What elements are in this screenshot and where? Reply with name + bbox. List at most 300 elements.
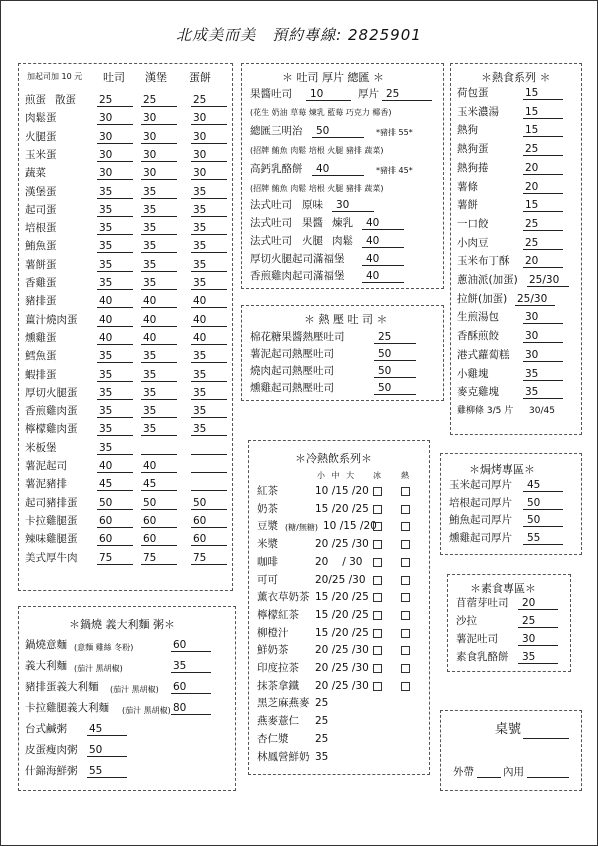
hot-item-price: 20 [525, 161, 539, 174]
veg-header: ＊素食專區＊ [470, 582, 536, 595]
menu-item-name: 香煎雞肉蛋 [25, 405, 78, 418]
price-line [382, 100, 432, 101]
price-line [141, 198, 177, 199]
menu-item-price: 30 [193, 148, 207, 161]
menu-item-price: 35 [193, 386, 207, 399]
hot-item-price: 25/30 [529, 274, 560, 286]
hot-checkbox[interactable] [401, 646, 410, 655]
hot-item-price: 30 [525, 311, 539, 324]
pressed-header: ＊ 熱 壓 吐 司 ＊ [304, 313, 388, 326]
veg-item-name: 沙拉 [456, 615, 477, 627]
pot-item-note-wrap [73, 662, 123, 675]
menu-item-price: 60 [143, 514, 157, 527]
hot-checkbox[interactable] [401, 629, 410, 638]
hot-item-name: 玉米布丁酥 [457, 255, 510, 268]
menu-item-price: 40 [99, 295, 113, 308]
veg-item-price: 25 [522, 615, 536, 627]
price-line [191, 509, 227, 510]
baked-item-name: 燻雞起司厚片 [449, 532, 512, 545]
price-line [374, 360, 416, 361]
menu-item-price: 60 [193, 533, 207, 546]
price-line [97, 472, 133, 473]
cold-checkbox[interactable] [373, 593, 382, 602]
menu-item-name: 漢堡蛋 [25, 185, 57, 198]
drink-item-price: 20 /25 /30 [315, 662, 369, 674]
hot-item-price: 20 [525, 255, 539, 268]
hot-item-price: 15 [525, 199, 539, 212]
hot-item-name: 熱狗 [457, 124, 478, 137]
menu-item-name: 煎蛋 [25, 94, 46, 106]
baked-item-price: 55 [527, 532, 541, 545]
menu-item-price: 35 [143, 185, 157, 198]
hot-checkbox[interactable] [401, 540, 410, 549]
menu-item-price: 35 [99, 277, 113, 289]
drink-item-price: 35 [315, 750, 329, 763]
cold-checkbox[interactable] [373, 611, 382, 620]
menu-item-price: 35 [143, 277, 157, 289]
price-line [141, 344, 177, 345]
pressed-item-name: 棉花糖果醬熱壓吐司 [250, 331, 345, 343]
price-line [97, 435, 133, 436]
drink-item-name: 林鳳營鮮奶 [257, 750, 310, 763]
pot-item-note-wrap [73, 641, 133, 654]
price-line [97, 326, 133, 327]
hot-label: 熱 [401, 471, 409, 480]
price-line [523, 174, 563, 175]
menu-item-price: 35 [99, 368, 113, 381]
price-line [141, 399, 177, 400]
drink-item-price: 20 /25 /30 [315, 538, 369, 551]
pot-item-price: 35 [173, 660, 187, 672]
drink-item-name: 燕麥薏仁 [257, 715, 299, 728]
price-line [523, 118, 563, 119]
menu-item-price: 75 [143, 551, 157, 564]
thick-toast: 厚片 [358, 88, 379, 100]
chicken-muffin: 香煎雞肉起司滿福堡 [250, 270, 345, 282]
pot-item-name: 皮蛋瘦肉粥 [25, 744, 78, 756]
price-line [97, 564, 133, 565]
pressed-toast-menu [241, 305, 444, 401]
pot-item-name: 豬排蛋義大利麵 [25, 681, 99, 693]
menu-item-price: 30 [143, 112, 157, 125]
drink-item-price: 25 [315, 697, 329, 710]
price-line [141, 216, 177, 217]
hot-item-price: 15 [525, 124, 539, 137]
menu-item-price: 30 [143, 130, 157, 143]
menu-item-name: 厚切火腿蛋 [25, 386, 78, 399]
breakfast-menu [18, 63, 233, 591]
dinein-label: 內用 [503, 766, 524, 778]
menu-item-price: 40 [99, 313, 113, 326]
thick-toast-price: 25 [386, 88, 400, 100]
price-line [141, 564, 177, 565]
price-line [523, 99, 563, 100]
pot-item-note: (茄汁 黑胡椒) [122, 706, 171, 715]
cold-checkbox[interactable] [373, 629, 382, 638]
menu-item-price: 40 [143, 460, 157, 472]
hot-item-name: 熱狗捲 [457, 161, 489, 174]
baked-item-price: 50 [527, 514, 541, 527]
menu-item-price: 60 [193, 514, 207, 527]
price-line [306, 100, 351, 101]
cold-checkbox[interactable] [373, 646, 382, 655]
pressed-item-price: 50 [378, 382, 392, 394]
hot-item-price: 30/45 [529, 405, 555, 416]
pot-item-name: 什錦海鮮粥 [25, 765, 78, 777]
price-line [141, 161, 177, 162]
drink-item-name: 鮮奶茶 [257, 644, 289, 657]
pot-item-price: 55 [89, 765, 103, 777]
hot-checkbox[interactable] [401, 505, 410, 514]
cold-checkbox[interactable] [373, 487, 382, 496]
price-line [523, 544, 563, 545]
price-line [191, 362, 227, 363]
hot-item-name: 麥克雞塊 [457, 386, 499, 399]
jam-toast-price: 10 [310, 88, 324, 100]
drink-item-price: 15 /20 /25 [315, 608, 369, 621]
price-line [141, 106, 177, 107]
price-line [362, 229, 404, 230]
drink-item-name: 檸檬紅茶 [257, 608, 299, 621]
drink-item-price: 20 / 30 [315, 555, 363, 568]
price-line [523, 361, 563, 362]
menu-item-price: 35 [99, 386, 113, 399]
menu-item-price: 35 [143, 240, 157, 253]
price-line [523, 193, 563, 194]
hot-checkbox[interactable] [401, 558, 410, 567]
price-line [191, 124, 227, 125]
takeout-blank[interactable] [477, 777, 501, 778]
price-line [97, 198, 133, 199]
menu-item-price: 75 [193, 551, 207, 564]
price-line [191, 545, 227, 546]
cold-checkbox[interactable] [373, 540, 382, 549]
veg-item-price: 30 [522, 633, 536, 645]
menu-item-name: 鱈魚蛋 [25, 350, 57, 363]
table-number-blank[interactable] [523, 738, 569, 739]
price-line [171, 693, 211, 694]
price-line [97, 234, 133, 235]
menu-item-price: 40 [193, 295, 207, 308]
menu-item-name: 蔬菜 [25, 167, 46, 180]
menu-item-price: 30 [143, 167, 157, 180]
pot-item-price: 60 [173, 639, 187, 651]
price-line [97, 344, 133, 345]
price-line [523, 342, 563, 343]
price-line [191, 435, 227, 436]
club-pork-note: *豬排 55* [376, 128, 413, 137]
price-line [523, 323, 563, 324]
price-line [87, 735, 127, 736]
hot-header: ＊熱食系列 ＊ [481, 71, 551, 84]
price-line [141, 509, 177, 510]
price-line [523, 230, 563, 231]
price-line [97, 381, 133, 382]
jam-toast: 果醬吐司 [250, 88, 292, 100]
drink-item-price: 20 /25 /30 [315, 644, 369, 657]
pot-header: ＊鍋燒 義大利麵 粥＊ [69, 618, 175, 631]
price-line [518, 645, 558, 646]
baked-item-name: 培根起司厚片 [449, 496, 512, 509]
menu-item-price: 35 [143, 423, 157, 436]
pot-item-name: 卡拉雞腿義大利麵 [25, 702, 109, 714]
hot-item-price: 20 [525, 180, 539, 193]
drink-item-price: 15 /20 /25 [315, 502, 369, 515]
menu-item-name: 辣味雞腿蛋 [25, 533, 78, 546]
chicken-muffin-price: 40 [366, 270, 380, 282]
price-line [141, 326, 177, 327]
pot-item-name: 鍋燒意麵 [25, 639, 67, 651]
price-line [523, 509, 563, 510]
cold-checkbox[interactable] [373, 576, 382, 585]
pressed-item-name: 薯泥起司熱壓吐司 [250, 348, 334, 360]
menu-item-price: 35 [143, 222, 157, 235]
price-line [141, 307, 177, 308]
menu-item-price: 35 [143, 258, 157, 271]
menu-item-name: 玉米蛋 [25, 148, 57, 161]
cold-label: 冰 [373, 471, 381, 480]
price-line [523, 380, 563, 381]
menu-item-price: 35 [193, 405, 207, 418]
price-line [141, 124, 177, 125]
drink-item-price: 15 /20 /25 [315, 626, 369, 639]
menu-item-name: 薯泥豬排 [25, 478, 67, 491]
drink-item-price: 20 /25 /30 [315, 679, 369, 692]
menu-item-price: 60 [99, 533, 113, 546]
menu-item-price: 40 [193, 331, 207, 344]
menu-item-price: 30 [193, 130, 207, 143]
hot-item-price: 30 [525, 330, 539, 343]
hot-checkbox[interactable] [401, 487, 410, 496]
price-line [523, 526, 563, 527]
pancake-fillings: (招牌 鮪魚 肉鬆 培根 火腿 豬排 蔬菜) [250, 184, 384, 193]
price-line [141, 472, 177, 473]
hot-item-name: 一口餃 [457, 217, 489, 230]
drinks-menu [248, 440, 430, 775]
menu-item-price: 30 [99, 167, 113, 180]
menu-item-price: 40 [193, 313, 207, 326]
hot-item-price: 25 [525, 217, 539, 230]
cold-checkbox[interactable] [373, 664, 382, 673]
french-toast-2: 法式吐司 [250, 217, 292, 229]
price-line [97, 399, 133, 400]
french-toast-2-flavor-a: 果醬 [302, 217, 323, 229]
col-crepe: 蛋餅 [189, 71, 211, 84]
price-line [97, 545, 133, 546]
menu-item-price: 35 [99, 222, 113, 235]
price-line [515, 305, 555, 306]
cheese-pancake-price: 40 [316, 163, 330, 175]
hot-item-price: 25 [525, 143, 539, 156]
col-burger: 漢堡 [145, 71, 167, 84]
price-line [191, 198, 227, 199]
price-line [523, 398, 563, 399]
hot-checkbox[interactable] [401, 664, 410, 673]
drink-item-name: 杏仁漿 [257, 732, 289, 745]
cold-checkbox[interactable] [373, 505, 382, 514]
price-line [97, 362, 133, 363]
menu-item-price: 35 [143, 350, 157, 363]
price-line [141, 527, 177, 528]
hot-item-name: 荷包蛋 [457, 87, 489, 99]
pressed-item-price: 50 [378, 365, 392, 377]
drink-item-price: 10 /15 /20 [315, 485, 369, 497]
menu-item-price: 35 [99, 258, 113, 271]
cheese-note: 加起司加 10 元 [27, 72, 83, 81]
menu-item-name: 香雞蛋 [25, 277, 57, 289]
french-toast-3-flavor-b: 肉鬆 [332, 235, 353, 247]
hot-item-name: 蔥油派(加蛋) [457, 274, 518, 286]
price-line [191, 527, 227, 528]
baked-item-price: 45 [527, 479, 541, 491]
price-line [191, 161, 227, 162]
price-line [191, 271, 227, 272]
menu-item-price: 35 [143, 203, 157, 216]
dinein-blank[interactable] [527, 777, 569, 778]
menu-item-price: 25 [99, 94, 113, 106]
price-line [141, 289, 177, 290]
price-line [374, 343, 416, 344]
price-line [171, 672, 211, 673]
cold-checkbox[interactable] [373, 558, 382, 567]
hot-item-name: 生煎湯包 [457, 311, 499, 324]
menu-item-price: 50 [99, 496, 113, 509]
hot-item-name: 熱狗蛋 [457, 143, 489, 156]
menu-item-price: 25 [193, 94, 207, 106]
price-line [191, 234, 227, 235]
takeout-label: 外帶 [453, 766, 474, 778]
menu-item-price: 35 [193, 258, 207, 271]
price-line [523, 155, 563, 156]
pot-item-note-wrap [109, 683, 159, 696]
price-line [374, 377, 416, 378]
price-line [141, 417, 177, 418]
pot-item-name: 台式鹹粥 [25, 723, 67, 735]
price-line [312, 137, 364, 138]
hot-item-price: 15 [525, 87, 539, 99]
price-line [171, 714, 211, 715]
menu-item-price: 45 [143, 478, 157, 491]
french-toast-2-price: 40 [366, 217, 380, 229]
price-line [141, 490, 177, 491]
pot-item-price: 60 [173, 681, 187, 693]
drink-item-price: 25 [315, 715, 329, 728]
menu-item-price: 35 [193, 240, 207, 253]
hot-checkbox[interactable] [401, 682, 410, 691]
price-line [97, 179, 133, 180]
club-sandwich: 總匯三明治 [250, 125, 303, 137]
price-line [191, 490, 227, 491]
price-line [523, 211, 563, 212]
menu-item-price: 35 [193, 368, 207, 381]
menu-item-price: 35 [143, 386, 157, 399]
price-line [191, 106, 227, 107]
menu-item-variant: 散蛋 [55, 94, 76, 106]
price-line [141, 454, 177, 455]
cold-checkbox[interactable] [373, 682, 382, 691]
price-line [97, 307, 133, 308]
hot-checkbox[interactable] [401, 576, 410, 585]
menu-item-price: 35 [193, 277, 207, 289]
price-line [141, 179, 177, 180]
drink-item-price: 10 /15 /20 [323, 520, 377, 533]
price-line [191, 307, 227, 308]
baked-item-price: 50 [527, 496, 541, 509]
menu-item-name: 米板堡 [25, 441, 57, 454]
menu-item-price: 40 [143, 295, 157, 308]
menu-item-price: 30 [193, 112, 207, 125]
menu-item-name: 豬排蛋 [25, 295, 57, 308]
menu-item-price: 35 [99, 405, 113, 418]
hot-item-name: 港式蘿蔔糕 [457, 348, 510, 361]
drink-item-name: 咖啡 [257, 555, 278, 568]
menu-item-price: 35 [143, 405, 157, 418]
menu-item-price: 30 [143, 148, 157, 161]
hot-checkbox[interactable] [401, 593, 410, 602]
price-line [191, 472, 227, 473]
drink-item-name: 豆漿 [257, 520, 278, 533]
drink-item-price: 15 /20 /25 [315, 591, 369, 604]
menu-item-name: 卡拉雞腿蛋 [25, 514, 78, 527]
menu-item-price: 60 [99, 514, 113, 527]
pressed-item-name: 燒肉起司熱壓吐司 [250, 365, 334, 377]
size-labels: 小 中 大 [317, 471, 357, 480]
price-line [312, 175, 364, 176]
hot-checkbox[interactable] [401, 611, 410, 620]
menu-item-name: 美式厚牛肉 [25, 551, 78, 564]
menu-item-price: 50 [193, 496, 207, 509]
price-line [97, 143, 133, 144]
page-title: 北成美而美 預約專線: 2825901 [176, 26, 422, 44]
price-line [191, 326, 227, 327]
price-line [362, 282, 404, 283]
vegetarian-menu [447, 574, 571, 672]
menu-item-price: 35 [99, 423, 113, 436]
price-line [332, 211, 374, 212]
french-toast-3: 法式吐司 [250, 235, 292, 247]
menu-item-price: 35 [99, 240, 113, 253]
price-line [87, 756, 127, 757]
menu-item-price: 50 [143, 496, 157, 509]
pancake-pork-note: *豬排 45* [376, 166, 413, 175]
price-line [97, 490, 133, 491]
pot-item-note: (茄汁 黑胡椒) [74, 664, 123, 673]
soy-sugar-note: (糖/無糖) [285, 523, 318, 533]
price-line [141, 143, 177, 144]
price-line [141, 252, 177, 253]
hot-item-price: 30 [525, 348, 539, 361]
drink-item-name: 印度拉茶 [257, 662, 299, 674]
col-toast: 吐司 [103, 71, 125, 84]
drink-item-name: 抹茶拿鐵 [257, 679, 299, 692]
menu-item-price: 40 [99, 331, 113, 344]
pot-item-note-wrap [121, 704, 171, 717]
cold-checkbox[interactable] [373, 522, 382, 531]
menu-item-name: 起司豬排蛋 [25, 496, 78, 509]
menu-item-price: 30 [193, 167, 207, 180]
drink-item-name: 紅茶 [257, 485, 278, 497]
price-line [97, 252, 133, 253]
price-line [97, 289, 133, 290]
price-line [191, 289, 227, 290]
hot-item-name: 薯餅 [457, 199, 478, 212]
menu-item-price: 35 [99, 203, 113, 216]
baked-item-name: 鮪魚起司厚片 [449, 514, 512, 527]
price-line [97, 106, 133, 107]
drink-item-name: 奶茶 [257, 502, 278, 515]
price-line [523, 136, 563, 137]
hot-checkbox[interactable] [401, 522, 410, 531]
